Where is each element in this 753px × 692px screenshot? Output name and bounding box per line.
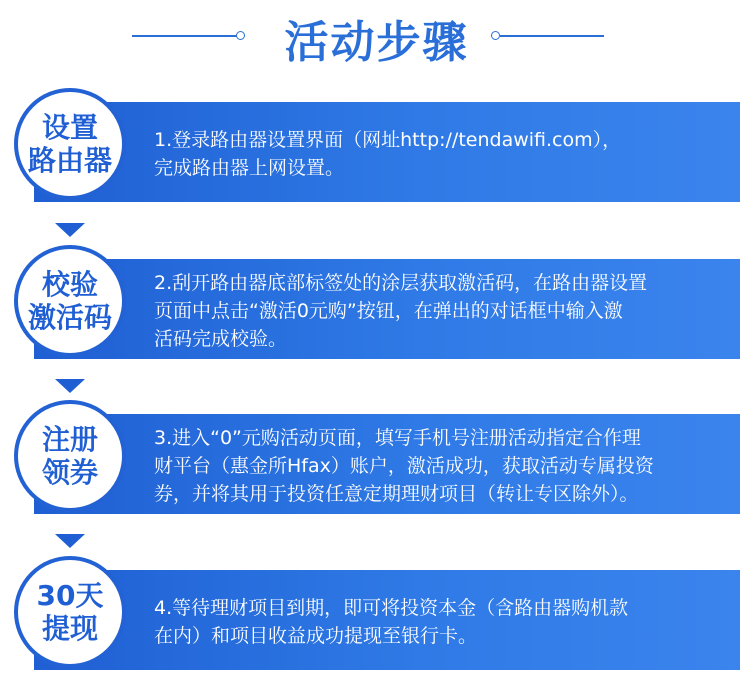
step-2-badge bbox=[14, 245, 126, 357]
step-3 bbox=[0, 400, 753, 536]
step-2-badge-line-1: 校验 bbox=[41, 268, 98, 301]
step-1-line-1: 1.登录路由器设置界面（网址http://tendawifi.com）， bbox=[154, 129, 622, 151]
step-3-badge bbox=[14, 400, 126, 512]
title-decoration-dot-right bbox=[491, 31, 500, 40]
step-4-description bbox=[154, 594, 724, 650]
step-2-line-2: 页面中点击“激活0元购”按钮，在弹出的对话框中输入激 bbox=[154, 300, 623, 322]
title-decoration-right bbox=[500, 35, 604, 37]
step-4-line-1: 4.等待理财项目到期，即可将投资本金（含路由器购机款 bbox=[154, 597, 629, 619]
step-1-badge-line-2: 路由器 bbox=[27, 144, 112, 177]
step-3-badge-line-1: 注册 bbox=[41, 423, 98, 456]
step-1-badge bbox=[14, 88, 126, 200]
down-arrow-icon bbox=[55, 379, 85, 393]
step-4-badge-line-1: 30天 bbox=[36, 579, 104, 612]
down-arrow-icon bbox=[55, 223, 85, 237]
step-4 bbox=[0, 556, 753, 692]
step-3-line-2: 财平台（惠金所Hfax）账户，激活成功，获取活动专属投资 bbox=[154, 455, 654, 477]
step-2-badge-line-2: 激活码 bbox=[27, 301, 112, 334]
step-2-line-3: 活码完成校验。 bbox=[154, 328, 288, 350]
step-1-description bbox=[154, 126, 724, 182]
step-3-badge-line-2: 领券 bbox=[41, 456, 98, 489]
step-2-description bbox=[154, 269, 724, 353]
step-4-badge-line-2: 提现 bbox=[41, 612, 98, 645]
step-4-line-2: 在内）和项目收益成功提现至银行卡。 bbox=[154, 625, 478, 647]
step-3-line-1: 3.进入“0”元购活动页面，填写手机号注册活动指定合作理 bbox=[154, 427, 641, 449]
step-1-badge-line-1: 设置 bbox=[41, 111, 98, 144]
step-3-line-3: 券，并将其用于投资任意定期理财项目（转让专区除外）。 bbox=[154, 483, 639, 505]
step-1-line-2: 完成路由器上网设置。 bbox=[154, 157, 345, 179]
page-header bbox=[0, 0, 753, 70]
step-3-description bbox=[154, 424, 724, 508]
step-4-badge bbox=[14, 556, 126, 668]
step-1 bbox=[0, 88, 753, 224]
step-2 bbox=[0, 245, 753, 381]
step-2-line-1: 2.刮开路由器底部标签处的涂层获取激活码，在路由器设置 bbox=[154, 272, 648, 294]
down-arrow-icon bbox=[55, 534, 85, 548]
page-title: 活动步骤 bbox=[284, 17, 469, 68]
